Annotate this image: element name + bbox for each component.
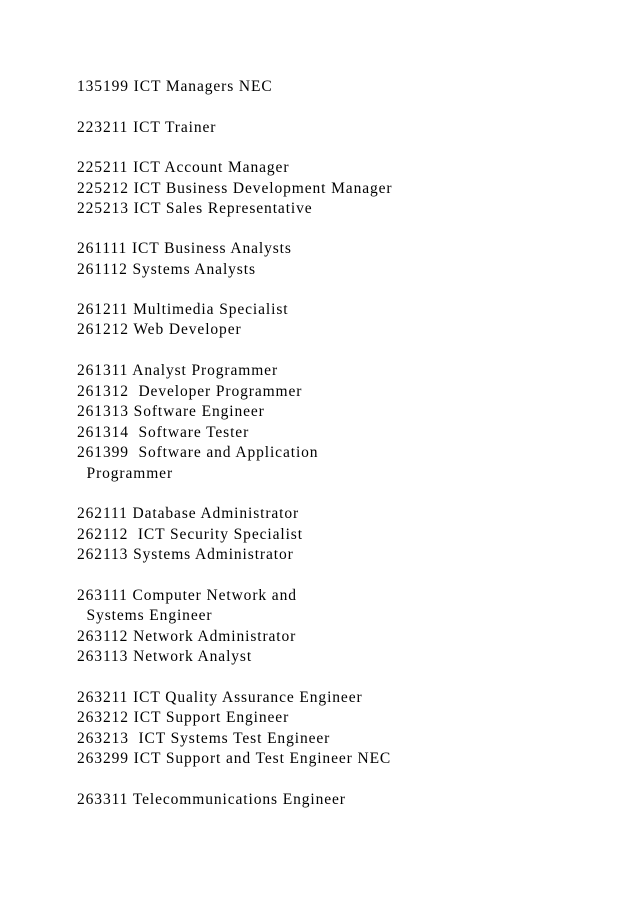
occupation-line: 225213 ICT Sales Representative — [77, 200, 313, 217]
occupation-line: 262111 Database Administrator — [77, 505, 300, 522]
occupation-line: 261212 Web Developer — [77, 321, 242, 338]
occupation-line: 223211 ICT Trainer — [77, 119, 217, 136]
occupation-line: 225212 ICT Business Development Manager — [77, 180, 393, 197]
occupation-line: Programmer — [77, 465, 174, 482]
occupation-line: 262113 Systems Administrator — [77, 546, 294, 563]
occupation-line: 263211 ICT Quality Assurance Engineer — [77, 689, 363, 706]
occupation-line: 263113 Network Analyst — [77, 648, 253, 665]
occupation-line: 262112 ICT Security Specialist — [77, 526, 303, 543]
occupation-line: 263212 ICT Support Engineer — [77, 709, 290, 726]
occupation-line: 261211 Multimedia Specialist — [77, 301, 289, 318]
occupation-line: 135199 ICT Managers NEC — [77, 78, 273, 95]
occupation-line: 261399 Software and Application — [77, 444, 319, 461]
occupation-line: 263112 Network Administrator — [77, 628, 297, 645]
occupation-line: 261311 Analyst Programmer — [77, 362, 279, 379]
occupation-line: 263111 Computer Network and — [77, 587, 297, 604]
occupation-line: 261312 Developer Programmer — [77, 383, 303, 400]
occupation-line: 261314 Software Tester — [77, 424, 250, 441]
occupation-line: 261112 Systems Analysts — [77, 261, 256, 278]
occupation-line: 263311 Telecommunications Engineer — [77, 791, 346, 808]
occupation-line: 263213 ICT Systems Test Engineer — [77, 730, 331, 747]
occupation-line: 261313 Software Engineer — [77, 403, 265, 420]
occupation-line: 261111 ICT Business Analysts — [77, 240, 292, 257]
occupation-line: Systems Engineer — [77, 607, 213, 624]
occupation-line: 263299 ICT Support and Test Engineer NEC — [77, 750, 392, 767]
occupation-line: 225211 ICT Account Manager — [77, 159, 290, 176]
